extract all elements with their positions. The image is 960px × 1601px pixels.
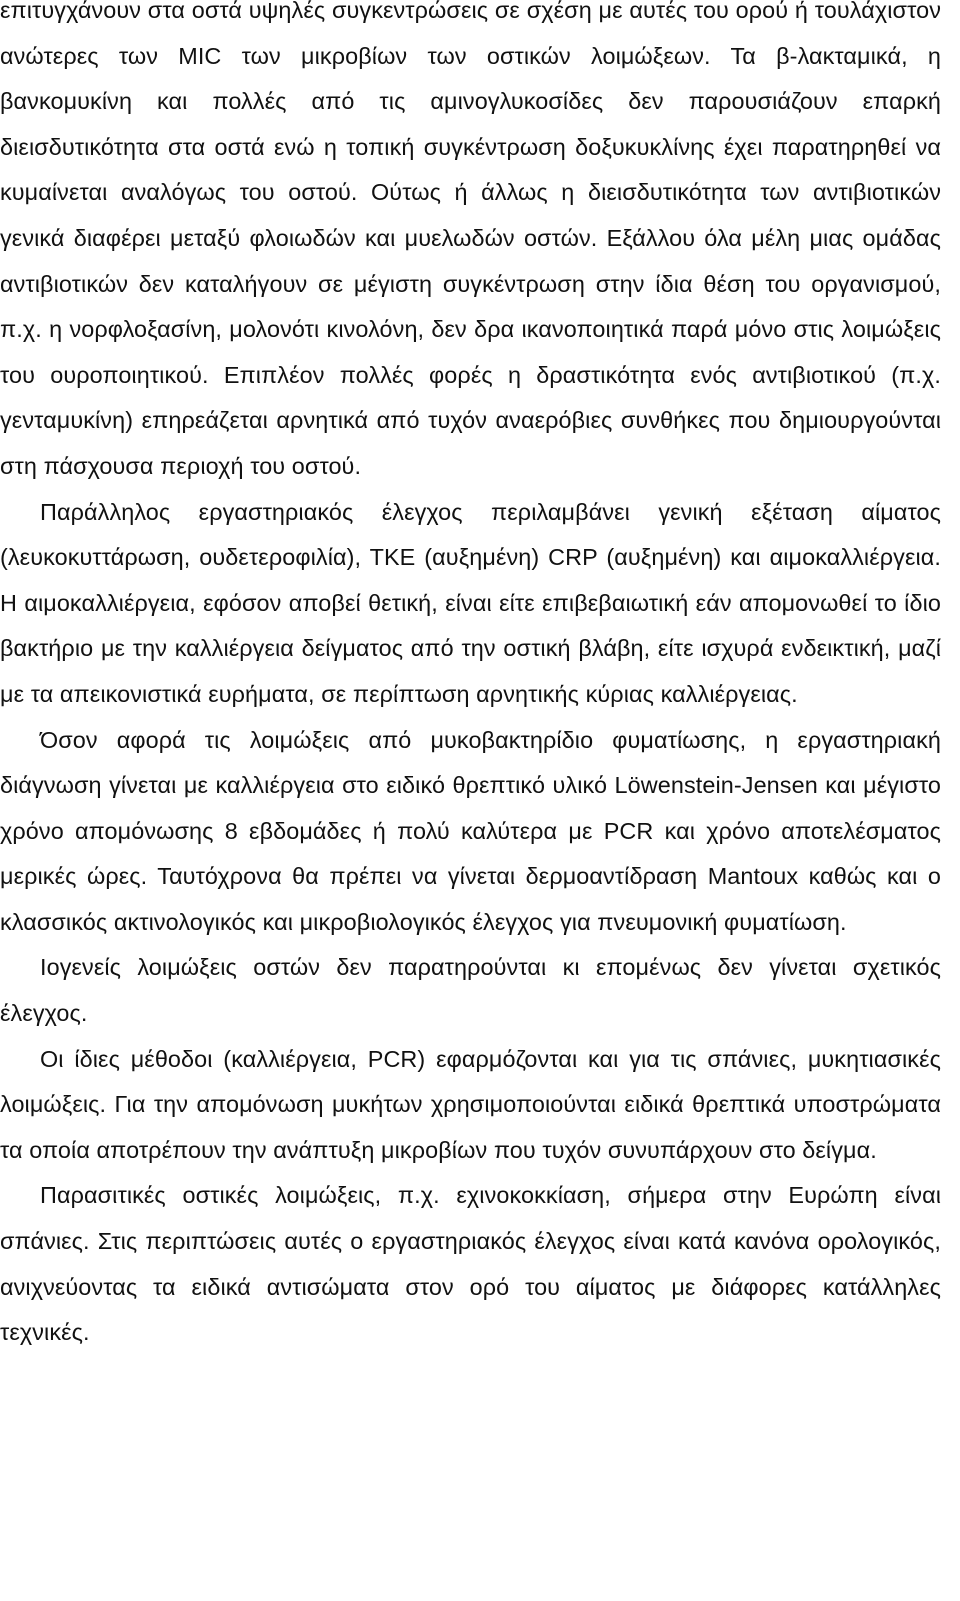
paragraph-antibiotic-penetration: επιτυγχάνουν στα οστά υψηλές συγκεντρώσεις σε σχέση με αυτές του ορού ή τουλάχιστον ανώτερες των MIC των μικροβίων των οστικών λοιμώξεων. Τα β-λακταμικά, η βανκομυκίνη και πολλές από τις αμινογλυκοσίδες δεν παρουσιάζουν επαρκή διεισδυτικότητα στα οστά ενώ η τοπική συγκέντρωση δοξυκυκλίνης έχει παρατηρηθεί να κυμαίνεται αναλόγως του οστού. Ούτως ή άλλως η διεισδυτικότητα των αντιβιοτικών γενικά διαφέρει μεταξύ φλοιωδών και μυελωδών οστών. Εξάλλου όλα μέλη μιας ομάδας αντιβιοτικών δεν καταλήγουν σε μέγιστη συγκέντρωση στην ίδια θέση του οργανισμού, π.χ. η νορφλοξασίνη, μολονότι κινολόνη, δεν δρα ικανοποιητικά παρά μόνο στις λοιμώξεις του ουροποιητικού. Επιπλέον πολλές φορές η δραστικότητα ενός αντιβιοτικού (π.χ. γενταμυκίνη) επηρεάζεται αρνητικά από τυχόν αναερόβιες συνθήκες που δημιουργούνται στη πάσχουσα περιοχή του οστού. xyxy=(0,0,941,479)
paragraph-fungal-infections: Οι ίδιες μέθοδοι (καλλιέργεια, PCR) εφαρμόζονται και για τις σπάνιες, μυκητιασικές λοιμώξεις. Για την απομόνωση μυκήτων χρησιμοποιούνται ειδικά θρεπτικά υποστρώματα τα οποία αποτρέπουν την ανάπτυξη μικροβίων που τυχόν συνυπάρχουν στο δείγμα. xyxy=(0,1045,941,1163)
paragraph-tuberculosis: Όσον αφορά τις λοιμώξεις από μυκοβακτηρίδιο φυματίωσης, η εργαστηριακή διάγνωση γίνεται με καλλιέργεια στο ειδικό θρεπτικό υλικό Löwenstein-Jensen και μέγιστο χρόνο απομόνωσης 8 εβδομάδες ή πολύ καλύτερα με PCR και χρόνο αποτελέσματος μερικές ώρες. Ταυτόχρονα θα πρέπει να γίνεται δερμοαντίδραση Mantoux καθώς και ο κλασσικός ακτινολογικός και μικροβιολογικός έλεγχος για πνευμονική φυματίωση. xyxy=(0,726,941,935)
paragraph-viral-infections: Ιογενείς λοιμώξεις οστών δεν παρατηρούνται κι επομένως δεν γίνεται σχετικός έλεγχος. xyxy=(0,954,941,1027)
paragraph-lab-tests: Παράλληλος εργαστηριακός έλεγχος περιλαμβάνει γενική εξέταση αίματος (λευκοκυττάρωση, ουδετεροφιλία), ΤΚΕ (αυξημένη) CRP (αυξημένη) και αιμοκαλλιέργεια. Η αιμοκαλλιέργεια, εφόσον αποβεί θετική, είναι είτε επιβεβαιωτική εάν απομονωθεί το ίδιο βακτήριο με την καλλιέργεια δείγματος από την οστική βλάβη, είτε ισχυρά ενδεικτική, μαζί με τα απεικονιστικά ευρήματα, σε περίπτωση αρνητικής κύριας καλλιέργειας. xyxy=(0,498,941,707)
paragraph-parasitic-infections: Παρασιτικές οστικές λοιμώξεις, π.χ. εχινοκοκκίαση, σήμερα στην Ευρώπη είναι σπάνιες. Στις περιπτώσεις αυτές ο εργαστηριακός έλεγχος είναι κατά κανόνα ορολογικός, ανιχνεύοντας τα ειδικά αντισώματα στον ορό του αίματος με διάφορες κατάλληλες τεχνικές. xyxy=(0,1182,941,1346)
